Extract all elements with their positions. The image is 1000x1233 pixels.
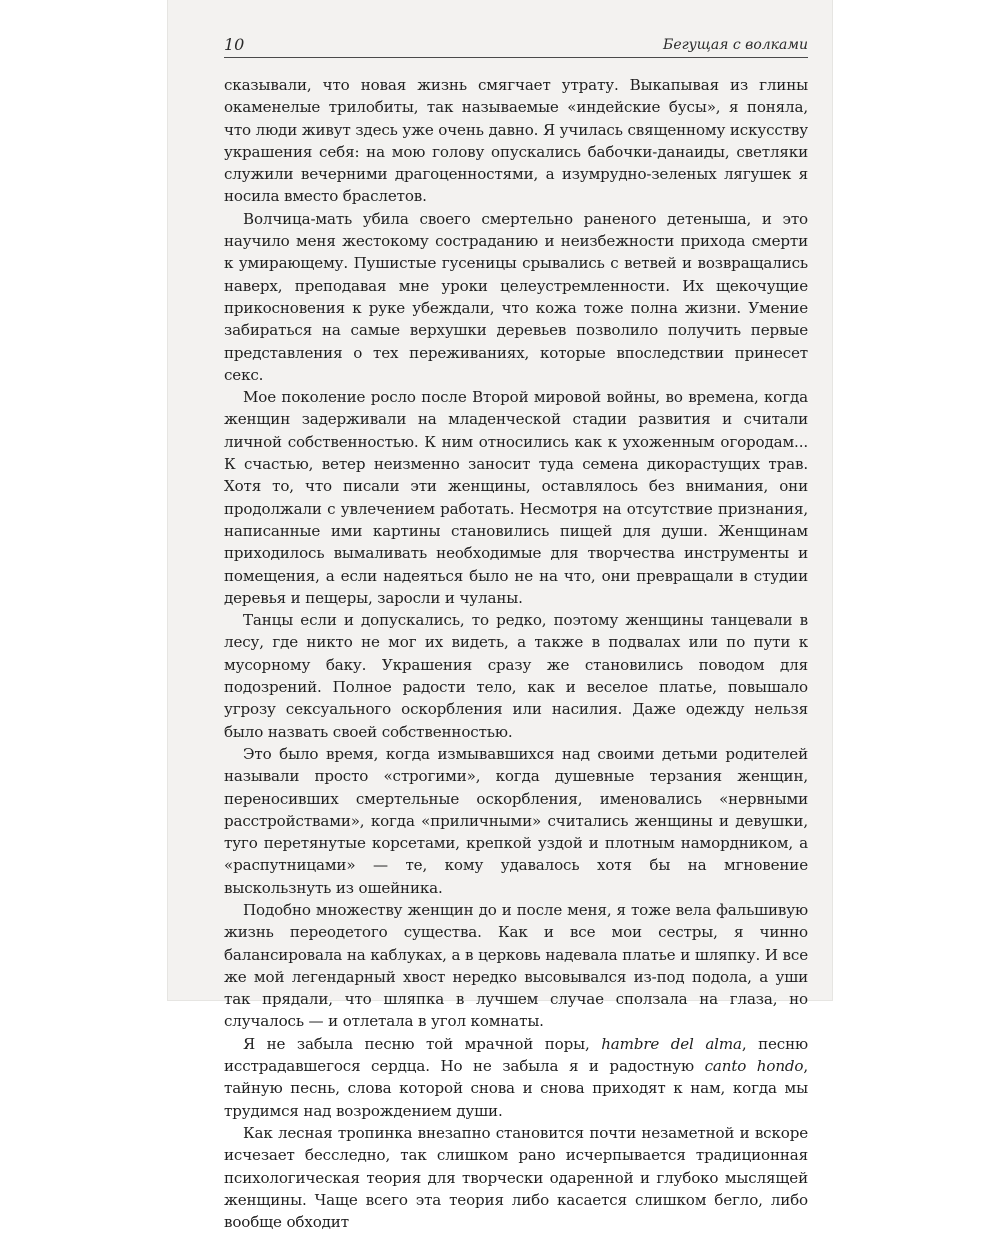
running-title: Бегущая с волками <box>663 37 808 53</box>
body-text <box>224 74 808 1233</box>
paragraph-text: , песню исстрадавшегося сердца. Но не забыла я и радостную <box>224 1034 809 1076</box>
page-number: 10 <box>224 35 245 54</box>
book-page <box>168 0 832 1232</box>
paragraph: Подобно множеству женщин до и после меня, я тоже вела фальшивую жизнь переодетого существа. Как и все мои сестры, я чинно балансировала на каблуках, а в церковь надевала платье и шляпку. И все же мой легендарный хвост нередко высовывался из-под подола, а уши так прядали, что шляпка в лучшем случае сползала на глаза, но случалось — и отлетала в угол комнаты. <box>224 900 808 1031</box>
paragraph: сказывали, что новая жизнь смягчает утрату. Выкапывая из глины окаменелые трилобиты, так называемые «индейские бусы», я поняла, что люди живут здесь уже очень давно. Я училась священному искусству украшения себя: на мою голову опускались бабочки-данаиды, светляки служили вечерними драгоценностями, а изумрудно-зеленых лягушек я носила вместо браслетов. <box>224 76 808 206</box>
paragraph: Как лесная тропинка внезапно становится почти незаметной и вскоре исчезает бесследно, так слишком рано исчерпывается традиционная психологическая теория для творчески одаренной и глубоко мыслящей женщины. Чаще всего эта теория либо касается слишком бегло, либо вообще обходит <box>224 1123 808 1232</box>
paragraph: Мое поколение росло после Второй мировой войны, во времена, когда женщин задерживали на младенческой стадии развития и считали личной собственностью. К ним относились как к ухоженным огородам... К счастью, ветер неизменно заносит туда семена дикорастущих трав. Хотя то, что писали эти женщины, оставлялось без внимания, они продолжали с увлечением работать. Несмотря на отсутствие признания, написанные ими картины становились пищей для души. Женщинам приходилось вымаливать необходимые для творчества инструменты и помещения, а если надеяться было не на что, они превращали в студии деревья и пещеры, заросли и чуланы. <box>224 388 808 607</box>
paragraph-text: Я не забыла песню той мрачной поры, <box>243 1034 602 1053</box>
paragraph <box>224 1033 808 1122</box>
paragraph: Волчица-мать убила своего смертельно раненого детеныша, и это научило меня жестокому состраданию и неизбежности прихода смерти к умирающему. Пушистые гусеницы срывались с ветвей и возвращались наверх, преподавая мне уроки целеустремленности. Их щекочущие прикосновения к руке убеждали, что кожа тоже полна жизни. Умение забираться на самые верхушки деревьев позволило получить первые представления о тех переживаниях, которые впоследствии принесет секс. <box>224 209 808 384</box>
paragraph: Танцы если и допускались, то редко, поэтому женщины танцевали в лесу, где никто не мог их видеть, а также в подвалах или по пути к мусорному баку. Украшения сразу же становились поводом для подозрений. Полное радости тело, как и веселое платье, повышало угрозу сексуального оскорбления или насилия. Даже одежду нельзя было назвать своей собственностью. <box>224 611 808 741</box>
page-header <box>224 35 808 58</box>
italic-phrase: canto hondo <box>704 1057 804 1076</box>
italic-phrase: hambre del alma <box>601 1034 742 1053</box>
paragraph: Это было время, когда измывавшихся над своими детьми родителей называли просто «строгими», когда душевные терзания женщин, переносивших смертельные оскорбления, именовались «нервными расстройствами», когда «приличными» считались женщины и девушки, туго перетянутые корсетами, крепкой уздой и плотным намордником, а «распутницами» — те, кому удавалось хотя бы на мгновение выскользнуть из ошейника. <box>224 744 808 897</box>
paragraph-text: , тайную песнь, слова которой снова и снова приходят к нам, когда мы трудимся над возрождением души. <box>224 1057 808 1120</box>
